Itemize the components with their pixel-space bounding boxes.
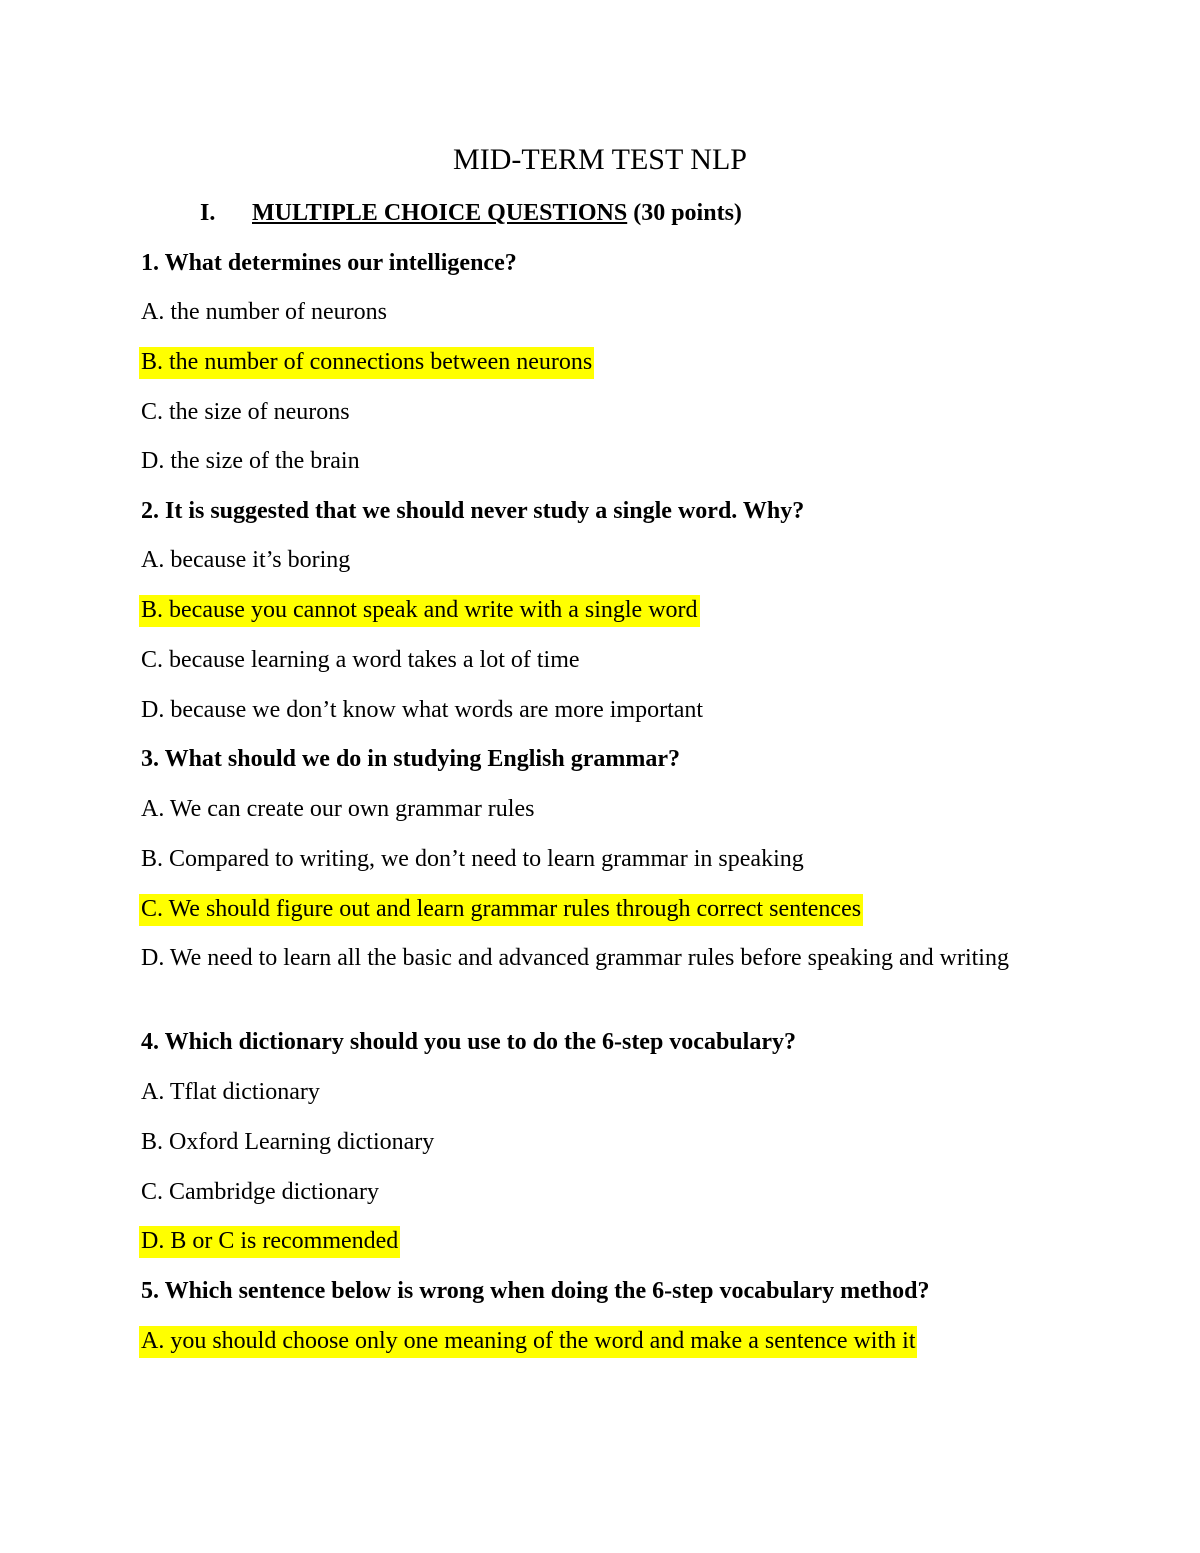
document-title: MID-TERM TEST NLP <box>453 143 747 176</box>
option-2b-answer: B. because you cannot speak and write with a single word <box>141 595 700 625</box>
option-2d: D. because we don’t know what words are more important <box>141 697 704 723</box>
option-4a: A. Tflat dictionary <box>141 1079 320 1105</box>
option-4d-answer: D. B or C is recommended <box>141 1226 400 1256</box>
question-3: 3. What should we do in studying English grammar? <box>141 746 681 772</box>
option-3a: A. We can create our own grammar rules <box>141 796 535 822</box>
option-4b: B. Oxford Learning dictionary <box>141 1129 435 1155</box>
question-4: 4. Which dictionary should you use to do the 6-step vocabulary? <box>141 1029 796 1055</box>
option-5a-answer: A. you should choose only one meaning of the word and make a sentence with it <box>141 1326 917 1356</box>
option-3c-answer: C. We should figure out and learn grammar rules through correct sentences <box>141 894 863 924</box>
question-2: 2. It is suggested that we should never study a single word. Why? <box>141 498 805 524</box>
section-heading <box>200 198 742 228</box>
section-title: MULTIPLE CHOICE QUESTIONS <box>252 200 628 226</box>
option-3d: D. We need to learn all the basic and advanced grammar rules before speaking and writing <box>141 945 1009 971</box>
option-1d: D. the size of the brain <box>141 448 360 474</box>
option-4c: C. Cambridge dictionary <box>141 1179 379 1205</box>
option-2c: C. because learning a word takes a lot of time <box>141 647 580 673</box>
option-1c: C. the size of neurons <box>141 399 350 425</box>
question-1: 1. What determines our intelligence? <box>141 250 517 276</box>
section-number: I. <box>200 200 216 226</box>
option-1b-answer: B. the number of connections between neurons <box>141 347 594 377</box>
option-3b: B. Compared to writing, we don’t need to learn grammar in speaking <box>141 846 804 872</box>
option-1a: A. the number of neurons <box>141 299 387 325</box>
section-points: (30 points) <box>633 200 742 226</box>
question-5: 5. Which sentence below is wrong when doing the 6-step vocabulary method? <box>141 1278 930 1304</box>
option-2a: A. because it’s boring <box>141 547 351 573</box>
